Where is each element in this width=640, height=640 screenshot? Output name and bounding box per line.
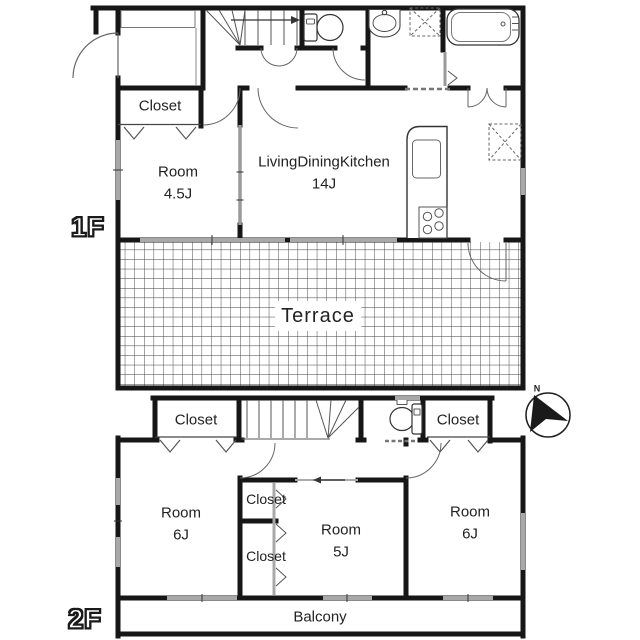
room-label-terrace: Terrace <box>275 301 361 331</box>
room5j-sliding-door <box>295 477 358 484</box>
toilet-icon-2f <box>390 399 422 435</box>
room-label-closet-mid-lower: Closet <box>246 548 286 565</box>
closet-front-1f <box>118 125 201 140</box>
room-label-room6j-left <box>161 502 201 546</box>
floor-label-1f: 1F <box>71 212 105 243</box>
bathtub-icon <box>447 9 519 45</box>
room-label-room5j <box>321 519 361 563</box>
floor-1f-plan <box>73 8 523 388</box>
ldk-name: LivingDiningKitchen <box>258 153 390 171</box>
toilet-icon-1f <box>304 14 343 41</box>
room6j-right-name: Room <box>449 503 491 521</box>
room5j-name: Room <box>320 521 362 539</box>
room5j-size: 5J <box>333 543 349 560</box>
shoe-cabinet <box>121 11 195 28</box>
room45-door-arc <box>203 88 240 125</box>
room-label-closet-2f-right: Closet <box>436 411 480 429</box>
washbasin-icon <box>369 10 400 37</box>
bath-door-mark <box>448 71 457 85</box>
compass-north-label: N <box>533 383 541 394</box>
room-right-door-arc <box>406 443 441 478</box>
stairs-2f <box>242 400 360 439</box>
washing-machine-space <box>410 8 440 36</box>
room-left-door-arc <box>240 443 275 478</box>
entrance-area <box>73 11 196 86</box>
floor-label-2f: 2F <box>68 604 102 635</box>
room6j-right-size: 6J <box>462 525 478 542</box>
washroom-double-door <box>468 88 506 107</box>
room45-name: Room <box>157 163 199 181</box>
ldk-size: 14J <box>311 175 337 192</box>
room-label-room6j-right <box>450 501 490 545</box>
room-label-closet-2f-left: Closet <box>174 411 218 429</box>
kitchen-counter <box>407 127 447 239</box>
ldk-door-arc <box>258 88 298 128</box>
room6j-left-size: 6J <box>173 526 189 543</box>
north-arrow-icon <box>526 393 570 437</box>
room-label-closet-mid-upper: Closet <box>246 491 286 508</box>
entrance-door-arc <box>73 33 118 78</box>
stairs-1f <box>206 10 297 45</box>
sliding-partition <box>237 125 244 225</box>
refrigerator-space <box>489 124 521 160</box>
door-arcs-2f <box>240 443 441 478</box>
room-label-ldk <box>258 151 390 195</box>
understair-double-door <box>261 48 297 66</box>
room-label-room45 <box>158 161 198 205</box>
room-label-balcony: Balcony <box>293 608 347 626</box>
stairs-up-arrow <box>231 16 300 24</box>
room-label-closet-1f: Closet <box>138 97 182 115</box>
toilet-door-arc <box>333 48 365 80</box>
room45-size: 4.5J <box>163 185 193 202</box>
room6j-left-name: Room <box>160 504 202 522</box>
